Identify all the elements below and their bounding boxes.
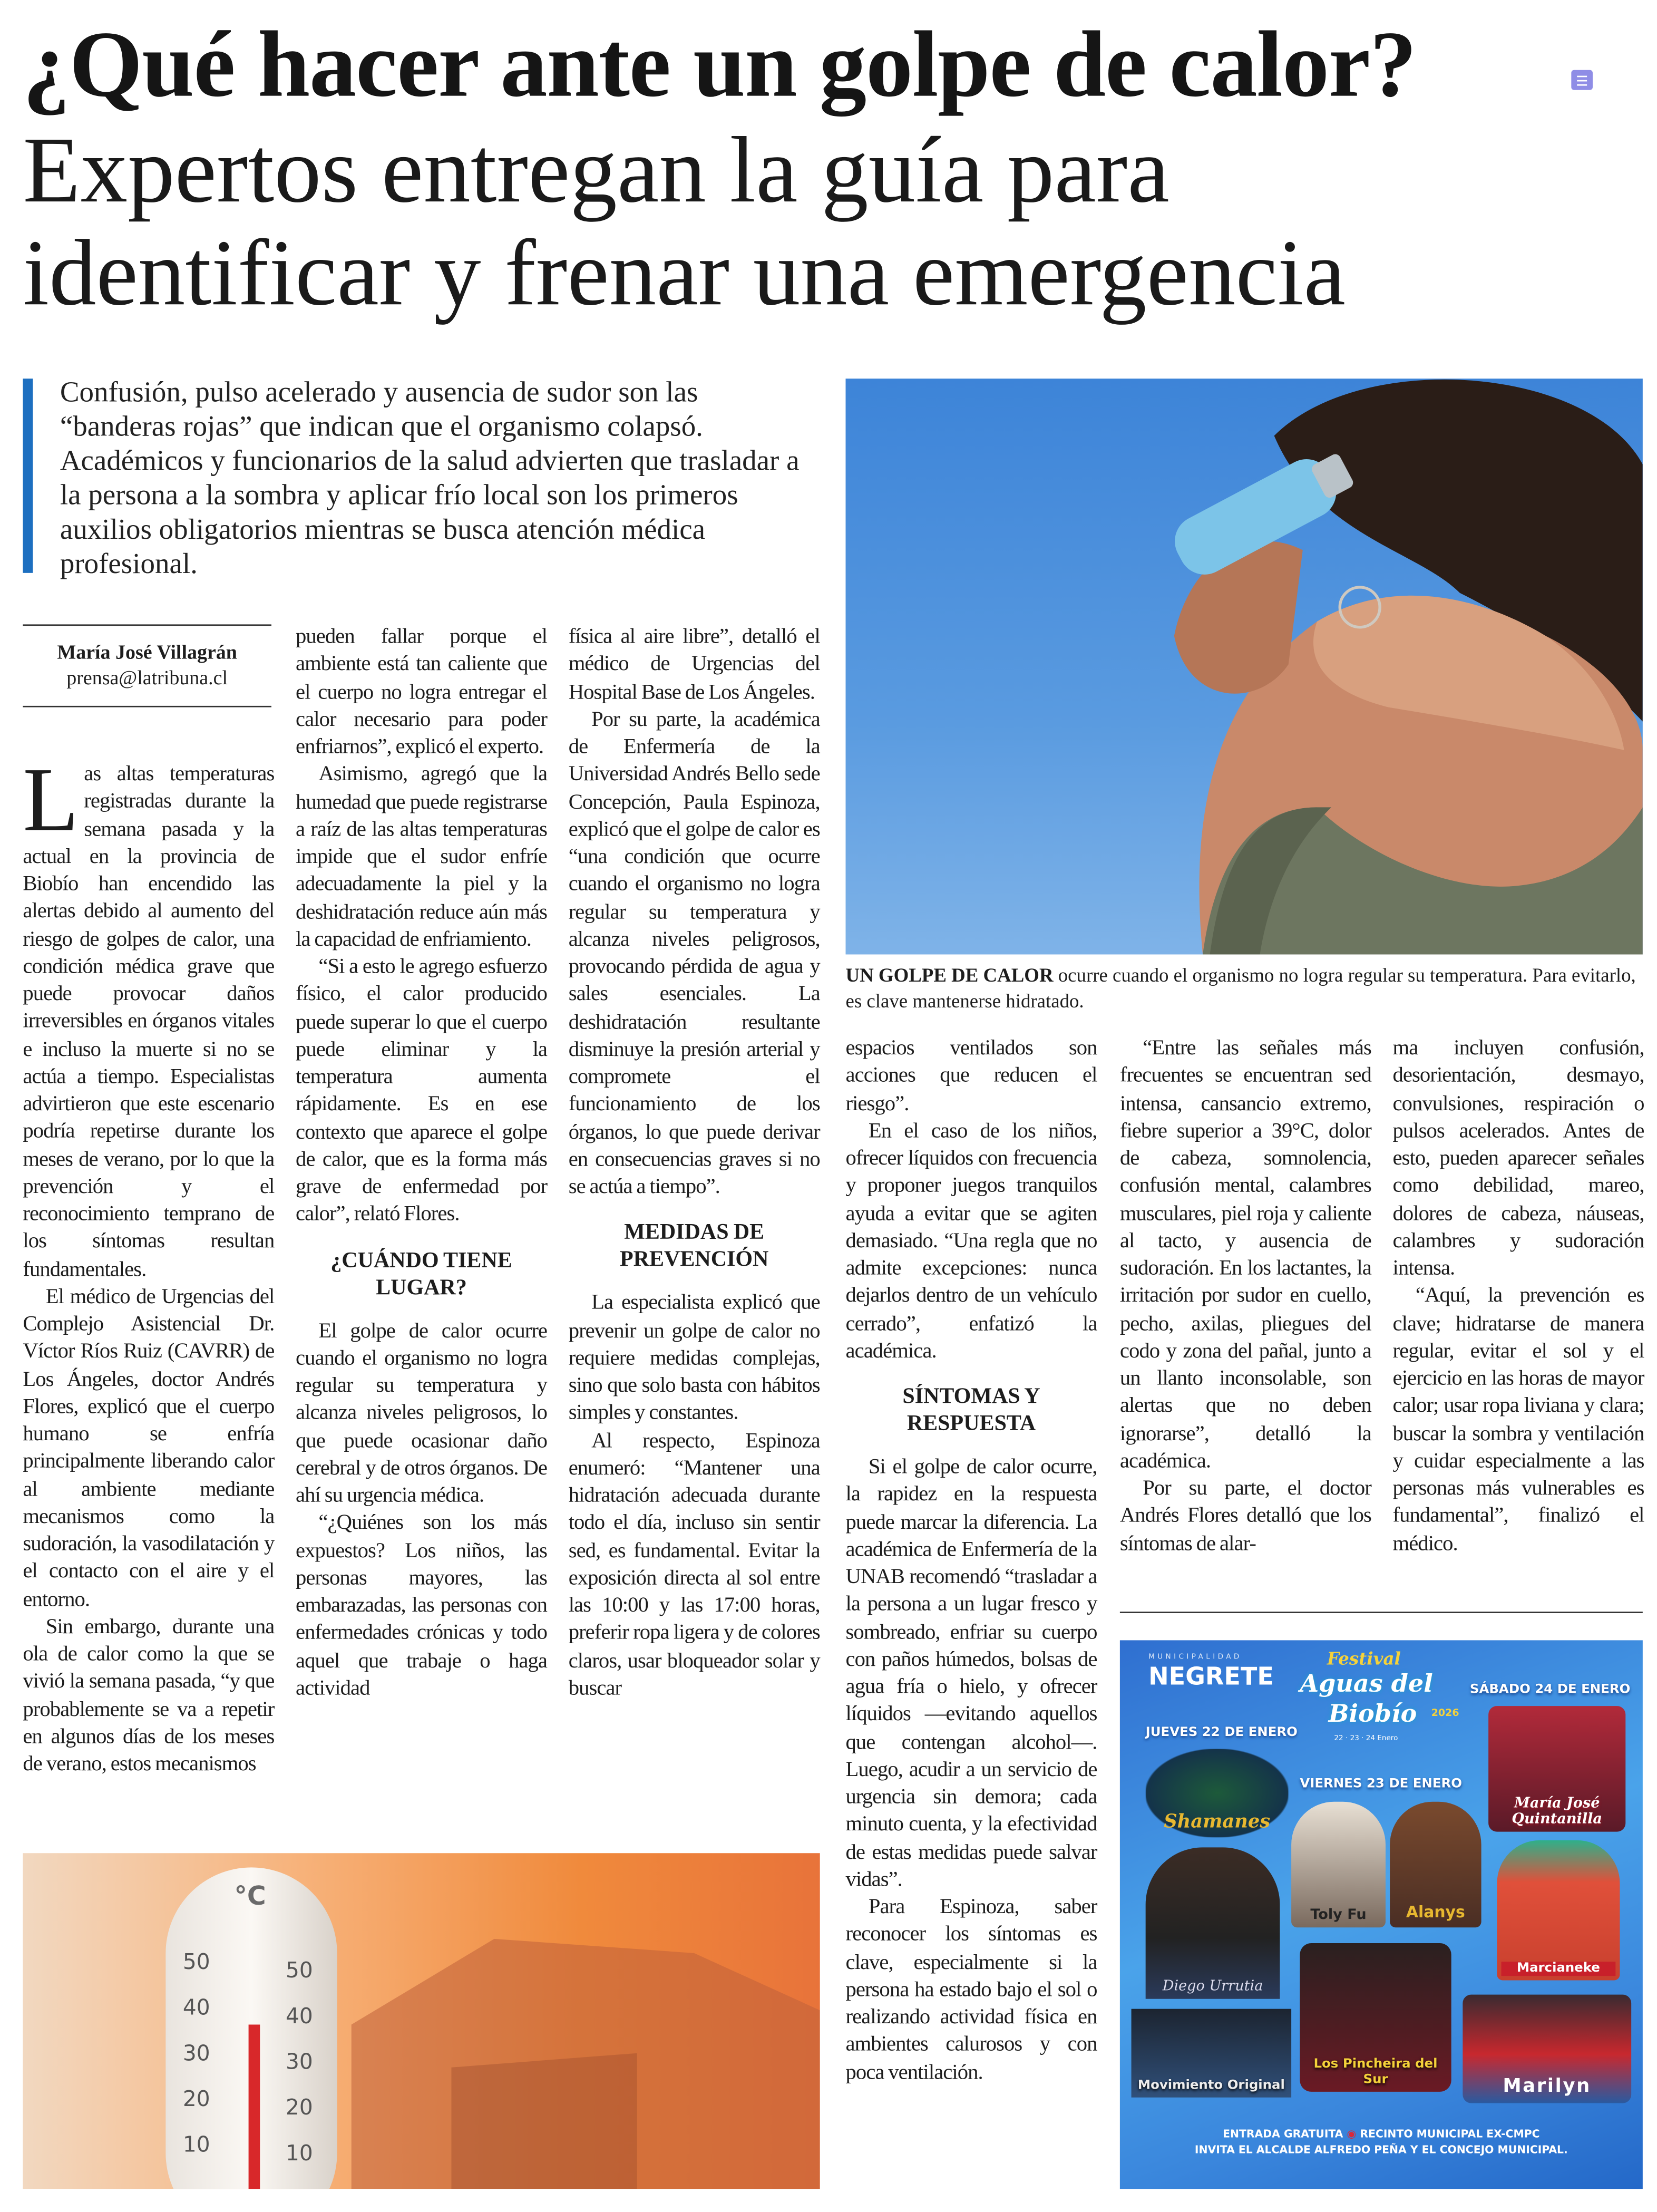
headline-line-3: identificar y frenar una emergencia [23,221,1346,326]
drop-cap: L [23,749,79,850]
ad-invitation: INVITA EL ALCALDE ALFREDO PEÑA Y EL CONCEJO MUNICIPAL. [1194,2143,1568,2156]
ad-festival-word: Festival [1327,1648,1401,1669]
festival-advertisement[interactable] [1120,1640,1643,2189]
paragraph: Las altas temperaturas registradas durante la semana pasada y la actual en la provincia de Biobío han encendido las alertas debido al aumento del riesgo de golpes de calor, una condición médica grave que puede provocar daños irreversibles en órganos vitales e incluso la muerte si no se actúa a tiempo. Especialistas advirtieron que este escenario podría repetirse durante los meses de verano, por lo que la prevención y el reconocimiento temprano de los síntomas resultan fundamentales. [23,749,275,1281]
thermometer-unit: °C [234,1881,266,1912]
caption-text: ocurre cuando el organismo no logra regular su temperatura. Para evitarlo, es clave mantenerse hidratado. [845,964,1636,1012]
paragraph: Por su parte, la académica de Enfermería de la Universidad Andrés Bello sede Concepción, Paula Espinoza, explicó que el golpe de calor es “una condición que ocurre cuando el organismo no logra regular su temperatura y alcanza niveles peligrosos, provocando pérdida de agua y sales esenciales. La deshidratación resultante disminuye la presión arterial y compromete el funcionamiento de los órganos, lo que puede derivar en consecuencias graves si no se actúa a tiempo”. [568,708,820,1199]
paragraph: física al aire libre”, detalló el médico de Urgencias del Hospital Base de Los Ángeles. [568,626,820,704]
byline [23,624,271,707]
article-column-2 [296,624,547,1703]
ad-act-shamanes: Shamanes [1146,1749,1289,1837]
thermometer-scale-left: 50 40 30 20 10 [182,1948,210,2158]
thermometer-scale-right: 50 40 30 20 10 [286,1957,313,2166]
section-heading: ¿CUÁNDO TIENE LUGAR? [330,1248,512,1300]
ad-festival-title-1: Aguas del [1300,1670,1433,1699]
article-column-4 [845,1036,1097,2087]
headline-line-2: Expertos entregan la guía para [23,118,1169,223]
ad-day-1: JUEVES 22 DE ENERO [1145,1726,1298,1741]
section-heading: SÍNTOMAS Y RESPUESTA [902,1384,1040,1436]
photo-illustration [845,379,1642,954]
house-silhouette [23,1853,820,2189]
ad-venue: RECINTO MUNICIPAL EX-CMPC [1360,2127,1540,2141]
caption-lead: UN GOLPE DE CALOR [845,964,1054,986]
headline-line-1: ¿Qué hacer ante un golpe de calor? [23,13,1416,118]
ad-act-marcianeke: Marcianeke [1497,1840,1620,1981]
paragraph: El médico de Urgencias del Complejo Asistencial Dr. Víctor Ríos Ruiz (CAVRR) de Los Ángeles, doctor Andrés Flores, explicó que el cuerpo humano se enfría principalmente liberando calor al ambiente mediante mecanismos como la sudoración, la vasodilatación y el contacto con el aire y el entorno. [23,1285,275,1611]
ad-act-movimiento-original: Movimiento Original [1132,2009,1292,2098]
paragraph: Si el golpe de calor ocurre, la rapidez en la respuesta puede marcar la diferencia. La académica de Enfermería de la UNAB recomendó “trasladar a la persona a un lugar fresco y sombreado, enfriar su cuerpo con paños húmedos, bolsas de agua fría o hielo, y ofrecer líquidos —evitando aquellos que contengan alcohol—. Luego, acudir a un servicio de urgencia sin demora; cada minuto cuenta, y la efectividad de estas medidas puede salvar vidas”. [845,1456,1097,1891]
paragraph: “Entre las señales más frecuentes se encuentran sed intensa, cansancio extremo, fiebre superior a 39°C, dolor de cabeza, somnolencia, confusión mental, calambres musculares, piel roja y caliente al tacto, y ausencia de sudoración. En los lactantes, la irritación por sudor en cuello, pecho, axilas, pliegues del codo y zona del pañal, junto a un llanto inconsolable, son alertas que no deben ignorarse”, detalló la académica. [1119,1037,1371,1473]
woman-drinking-water-photo [845,379,1642,954]
ad-festival-title-2: Biobío [1328,1700,1417,1729]
ad-act-toly-fu: Toly Fu [1291,1802,1386,1928]
ad-municipality-label: MUNICIPALIDAD [1148,1653,1242,1662]
ad-act-diego-urrutia: Diego Urrutia [1146,1847,1280,1998]
ad-municipality-logo: NEGRETE [1148,1663,1274,1692]
ad-act-maria-jose-quintanilla: María José Quintanilla [1488,1706,1625,1832]
ad-act-marilyn: Marilyn [1463,1995,1631,2103]
paragraph: espacios ventilados son acciones que reducen el riesgo”. [845,1037,1097,1115]
paragraph: ma incluyen confusión, desorientación, desmayo, convulsiones, respiración o pulsos acelerados. Antes de esto, pueden aparecer señales como debilidad, mareo, dolores de cabeza, náuseas, calambres y sudoración intensa. [1392,1037,1644,1280]
paragraph: La especialista explicó que prevenir un golpe de calor no requiere medidas complejas, sino que solo basta con hábitos simples y constantes. [568,1292,820,1425]
paragraph: “Si a esto le agrego esfuerzo físico, el calor producido puede superar lo que el cuerpo puede eliminar y la temperatura aumenta rápidamente. Es en ese contexto que aparece el golpe de calor, que es la forma más grave de enfermedad por calor”, relató Flores. [296,956,548,1227]
article-column-5 [1120,1036,1371,1558]
ad-act-alanys: Alanys [1390,1802,1481,1928]
ad-footer [1120,2126,1643,2158]
lead-accent-bar [23,379,33,573]
paragraph: El golpe de calor ocurre cuando el organismo no logra regular su temperatura y alcanza niveles peligrosos, lo que puede ocasionar daño cerebral y de otros órganos. De ahí su urgencia médica. [296,1319,548,1508]
thermometer-mercury [249,2024,260,2189]
thermometer-photo [23,1853,820,2189]
headline-subtitle [23,120,1346,326]
note-icon[interactable] [1571,70,1593,90]
paragraph: Al respecto, Espinoza enumeró: “Mantener una hidratación adecuada durante todo el día, incluso sin sentir sed, es fundamental. Evitar la exposición directa al sol entre las 10:00 y las 17:00 horas, preferir ropa ligera y de colores claros, usar bloqueador solar y buscar [568,1429,820,1700]
location-pin-icon: ◉ [1347,2127,1357,2141]
ad-day-2: VIERNES 23 DE ENERO [1300,1777,1463,1792]
article-column-6 [1393,1036,1644,1558]
article-column-3 [569,624,820,1703]
ad-year: 2026 [1431,1707,1459,1719]
author-email[interactable]: prensa@latribuna.cl [66,668,228,691]
paragraph: “Aquí, la prevención es clave; hidratarse de manera regular, evitar el sol y el ejercicio en las horas de mayor calor; usar ropa liviana y clara; buscar la sombra y ventilación y cuidar especialmente a las personas más vulnerables es fundamental”, finalizó el médico. [1392,1285,1644,1556]
divider [1120,1612,1643,1613]
author-name: María José Villagrán [57,643,237,665]
paragraph: En el caso de los niños, ofrecer líquidos con frecuencia y proponer juegos tranquilos ayuda a evitar que se agiten demasiado. “Una regla que no admite excepciones: nunca dejarlos dentro de un vehículo cerrado”, enfatizó la académica. [845,1120,1097,1363]
paragraph: pueden fallar porque el ambiente está tan caliente que el cuerpo no logra entregar el calor necesario para poder enfriarnos”, explicó el experto. [296,626,548,759]
ad-dates: 22 · 23 · 24 Enero [1334,1734,1398,1743]
ad-day-3: SÁBADO 24 DE ENERO [1469,1683,1631,1697]
ad-act-los-pincheira: Los Pincheira del Sur [1300,1943,1451,2092]
paragraph: Sin embargo, durante una ola de calor como la que se vivió la semana pasada, “y que probablemente se va a repetir en algunos días de los meses de verano, estos mecanismos [23,1615,275,1776]
ad-free-entry: ENTRADA GRATUITA [1223,2127,1343,2141]
article-column-1 [23,749,275,1779]
paragraph: Asimismo, agregó que la humedad que puede registrarse a raíz de las altas temperaturas impide que el sudor enfríe adecuadamente la piel y la deshidratación reduce aún más la capacidad de enfriamiento. [296,763,548,952]
lead-paragraph: Confusión, pulso acelerado y ausencia de sudor son las “banderas rojas” que indican que el organismo colapsó. Académicos y funcionarios de la salud advierten que trasladar a la persona a la sombra y aplicar frío local son los primeros auxilios obligatorios mientras se busca atención médica profesional. [60,377,800,580]
section-heading: MEDIDAS DE PREVENCIÓN [619,1220,769,1272]
paragraph: Para Espinoza, saber reconocer los síntomas es clave, especialmente si la persona ha estado bajo el sol o realizando actividad física en ambientes calurosos y con poca ventilación. [845,1896,1097,2084]
paragraph: Por su parte, el doctor Andrés Flores detalló que los síntomas de alar- [1119,1477,1371,1556]
paragraph: “¿Quiénes son los más expuestos? Los niños, las personas mayores, las embarazadas, las personas con enfermedades crónicas y todo aquel que trabaje o haga actividad [296,1512,548,1700]
photo-caption [845,963,1645,1015]
